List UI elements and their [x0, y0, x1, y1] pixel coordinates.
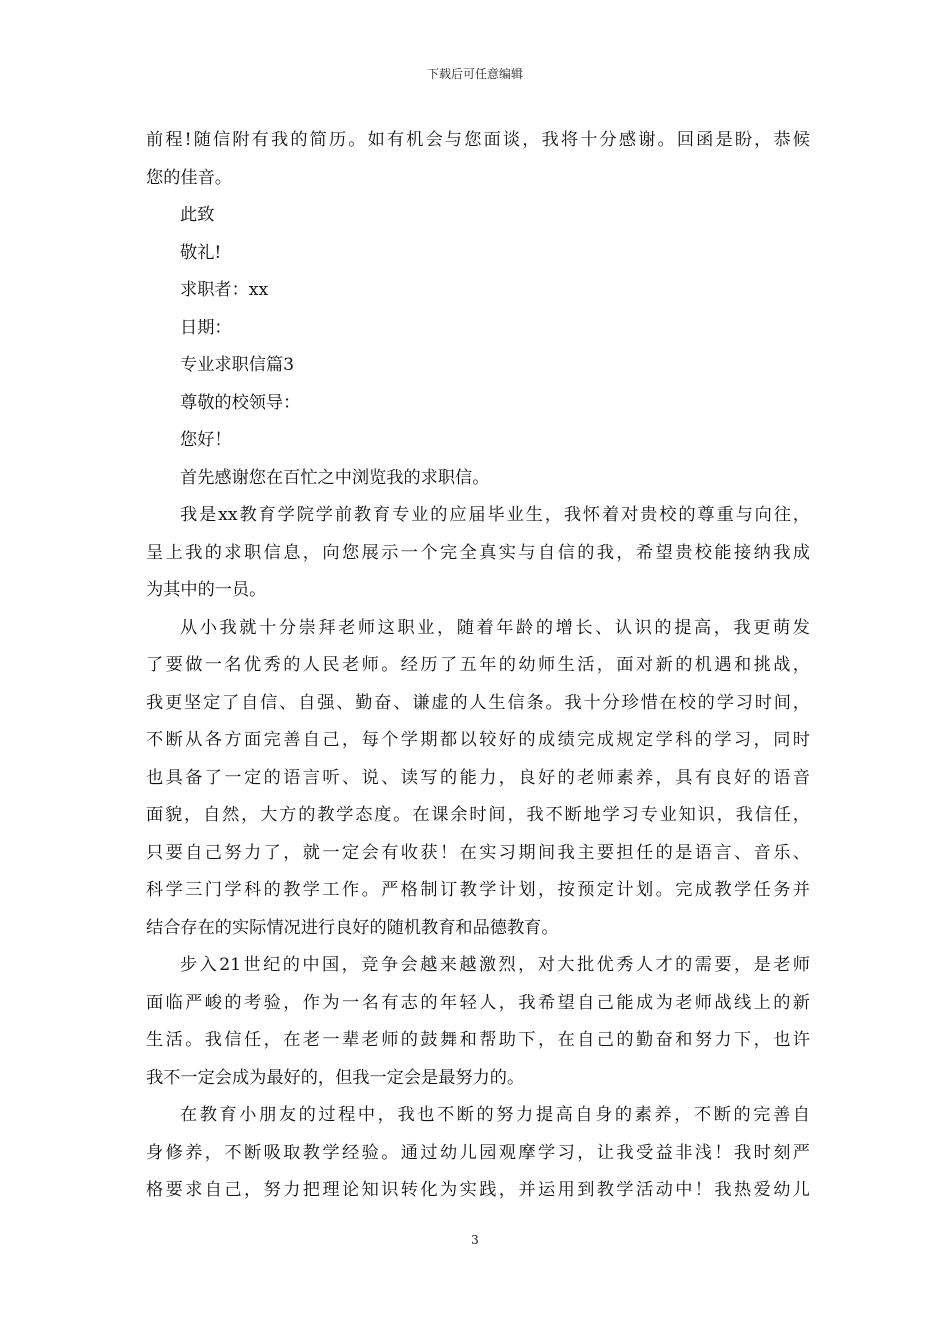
text-line: 您的佳音。: [146, 167, 232, 188]
text-line: 面貌，自然，大方的教学态度。在课余时间，我不断地学习专业知识，我信任，: [146, 805, 810, 825]
text-line: 只要自己努力了，就一定会有收获！在实习期间我主要担任的是语言、音乐、: [146, 842, 810, 863]
text-line: 身修养，不断吸取教学经验。通过幼儿园观摩学习，让我受益非浅！我时刻严: [146, 1142, 810, 1163]
date-line: 日期：: [180, 317, 232, 338]
text-line: 步入21世纪的中国，竞争会越来越激烈，对大批优秀人才的需要，是老师: [180, 955, 810, 975]
text-line: 面临严峻的考验，作为一名有志的年轻人，我希望自己能成为老师战线上的新: [146, 992, 810, 1013]
page-number: 3: [471, 1233, 479, 1247]
closing-regards: 敬礼!: [180, 242, 222, 263]
text-line: 结合存在的实际情况进行良好的随机教育和品德教育。: [146, 917, 559, 938]
text-line: 科学三门学科的教学工作。严格制订教学计划，按预定计划。完成教学任务并: [146, 880, 810, 900]
letter-body: [146, 122, 810, 1210]
page-header: 下载后可任意编辑: [426, 67, 523, 81]
text-line: 格要求自己，努力把理论知识转化为实践，并运用到教学活动中！我热爱幼儿: [146, 1180, 810, 1200]
text-line: 从小我就十分崇拜老师这职业，随着年龄的增长、认识的提高，我更萌发: [180, 617, 810, 638]
section-title: 专业求职信篇3: [180, 355, 295, 375]
text-line: 生活。我信任，在老一辈老师的鼓舞和帮助下，在自己的勤奋和努力下，也许: [146, 1030, 810, 1050]
text-line: 也具备了一定的语言听、说、读写的能力，良好的老师素养，具有良好的语音: [146, 767, 810, 788]
text-line: 首先感谢您在百忙之中浏览我的求职信。: [180, 467, 490, 488]
text-line: 了要做一名优秀的人民老师。经历了五年的幼师生活，面对新的机遇和挑战，: [146, 655, 810, 675]
applicant-signature: 求职者：xx: [180, 280, 269, 300]
text-line: 在教育小朋友的过程中，我也不断的努力提高自身的素养，不断的完善自: [180, 1105, 810, 1125]
greeting: 您好！: [180, 430, 232, 450]
text-line: 前程!随信附有我的简历。如有机会与您面谈，我将十分感谢。回函是盼，恭候: [146, 130, 810, 150]
text-line: 为其中的一员。: [146, 580, 267, 600]
text-line: 我更坚定了自信、自强、勤奋、谦虚的人生信条。我十分珍惜在校的学习时间，: [146, 692, 810, 713]
text-line: 我是xx教育学院学前教育专业的应届毕业生，我怀着对贵校的尊重与向往，: [180, 505, 810, 525]
text-line: 不断从各方面完善自己，每个学期都以较好的成绩完成规定学科的学习，同时: [146, 730, 810, 750]
recipient-salutation: 尊敬的校领导：: [180, 392, 301, 413]
text-line: 呈上我的求职信息，向您展示一个完全真实与自信的我，希望贵校能接纳我成: [146, 542, 810, 563]
text-line: 我不一定会成为最好的，但我一定会是最努力的。: [146, 1067, 525, 1088]
closing-salutation: 此致: [180, 205, 215, 225]
